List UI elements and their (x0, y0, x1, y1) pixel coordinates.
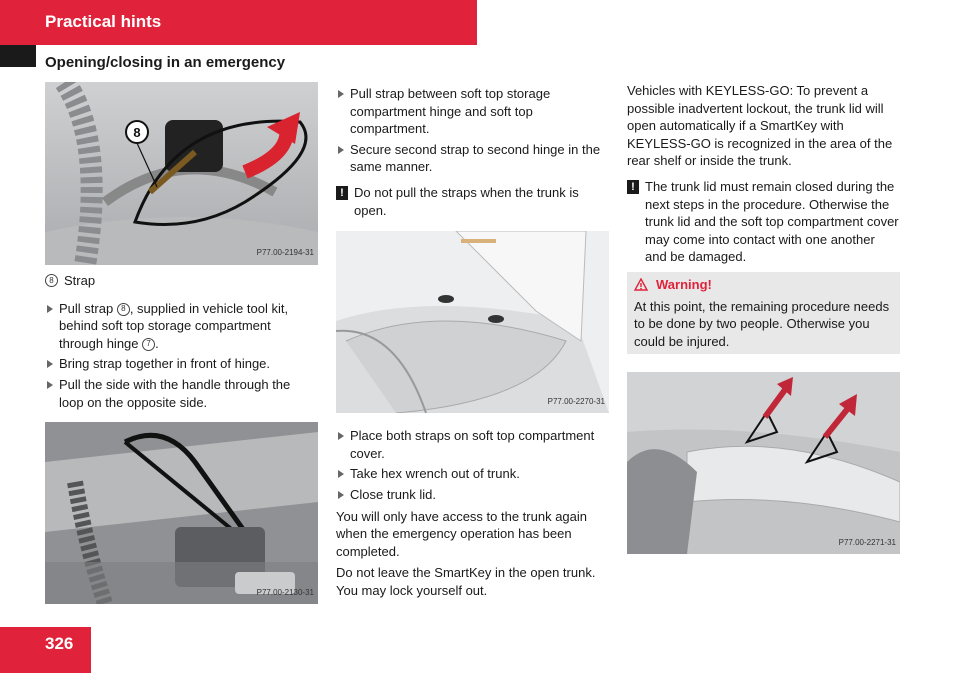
column-2 (336, 82, 609, 600)
caption-number: 8 (45, 274, 58, 287)
warning-header (634, 276, 893, 294)
warning-box (627, 272, 900, 354)
figure-two-people (627, 372, 900, 554)
step-text: . (155, 335, 159, 351)
paragraph: Vehicles with KEYLESS-GO: To prevent a possible inadvertent lockout, the trunk lid will open automatically if a SmartKey with KEYLESS-GO is recognized in the area of the rear shelf or inside the trunk. (627, 83, 893, 169)
warning-triangle-icon (634, 278, 648, 291)
chapter-title: Practical hints (45, 12, 162, 31)
figure-code: P77.00-2270-31 (547, 396, 605, 406)
section-title: Opening/closing in an emergency (45, 54, 286, 71)
warning-text: At this point, the remaining procedure needs to be done by two people. Otherwise you could be injured. (634, 298, 890, 349)
figure-code: P77.00-2130-31 (256, 587, 314, 597)
instruction-step: Secure second strap to second hinge in the same manner. (336, 141, 609, 176)
section-marker (0, 45, 36, 67)
figure-strap-hinge (45, 82, 318, 265)
instruction-list (336, 85, 609, 176)
figure-code: P77.00-2271-31 (838, 537, 896, 547)
warning-title: Warning! (656, 276, 712, 292)
figure-caption (45, 272, 318, 290)
instruction-step: Close trunk lid. (336, 486, 609, 504)
step-text: , supplied in vehicle tool kit, behind soft top storage compartment through hinge (59, 300, 289, 351)
column-3 (627, 82, 900, 554)
instruction-step: Pull strap between soft top storage compartment hinge and soft top compartment. (336, 85, 609, 138)
paragraph: Do not leave the SmartKey in the open trunk. You may lock yourself out. (336, 565, 596, 598)
instruction-step: Place both straps on soft top compartment cover. (336, 427, 609, 462)
paragraph: You will only have access to the trunk again when the emergency operation has been completed. (336, 508, 588, 559)
exclamation-icon: ! (336, 186, 348, 200)
figure-trunk-open (336, 231, 609, 413)
instruction-step: Pull the side with the handle through the loop on the opposite side. (45, 376, 318, 411)
trunk-open-illustration (336, 231, 609, 413)
exclamation-icon: ! (627, 180, 639, 194)
instruction-step (45, 300, 318, 353)
instruction-list (336, 427, 609, 503)
callout-number: 8 (133, 125, 141, 140)
note-text: The trunk lid must remain closed during the next steps in the procedure. Otherwise the trunk lid and the soft top compartment cover may come into contact with one another and be damaged. (645, 178, 899, 265)
step-ref-number: 7 (142, 338, 155, 351)
figure-strap-loop (45, 422, 318, 604)
instruction-step: Take hex wrench out of trunk. (336, 465, 609, 483)
instruction-list (45, 300, 318, 412)
page-number: 326 (45, 634, 74, 653)
step-text: Pull strap (59, 300, 117, 316)
note-text: Do not pull the straps when the trunk is open. (354, 184, 579, 218)
caption-text: Strap (64, 273, 96, 288)
caution-note (336, 184, 609, 219)
step-ref-number: 8 (117, 303, 130, 316)
caution-note (627, 178, 900, 266)
two-people-illustration (627, 372, 900, 554)
strap-loop-illustration (45, 422, 318, 604)
column-1 (45, 82, 318, 604)
figure-code: P77.00-2194-31 (256, 248, 314, 258)
instruction-step: Bring strap together in front of hinge. (45, 355, 318, 373)
strap-hinge-illustration (45, 82, 318, 265)
